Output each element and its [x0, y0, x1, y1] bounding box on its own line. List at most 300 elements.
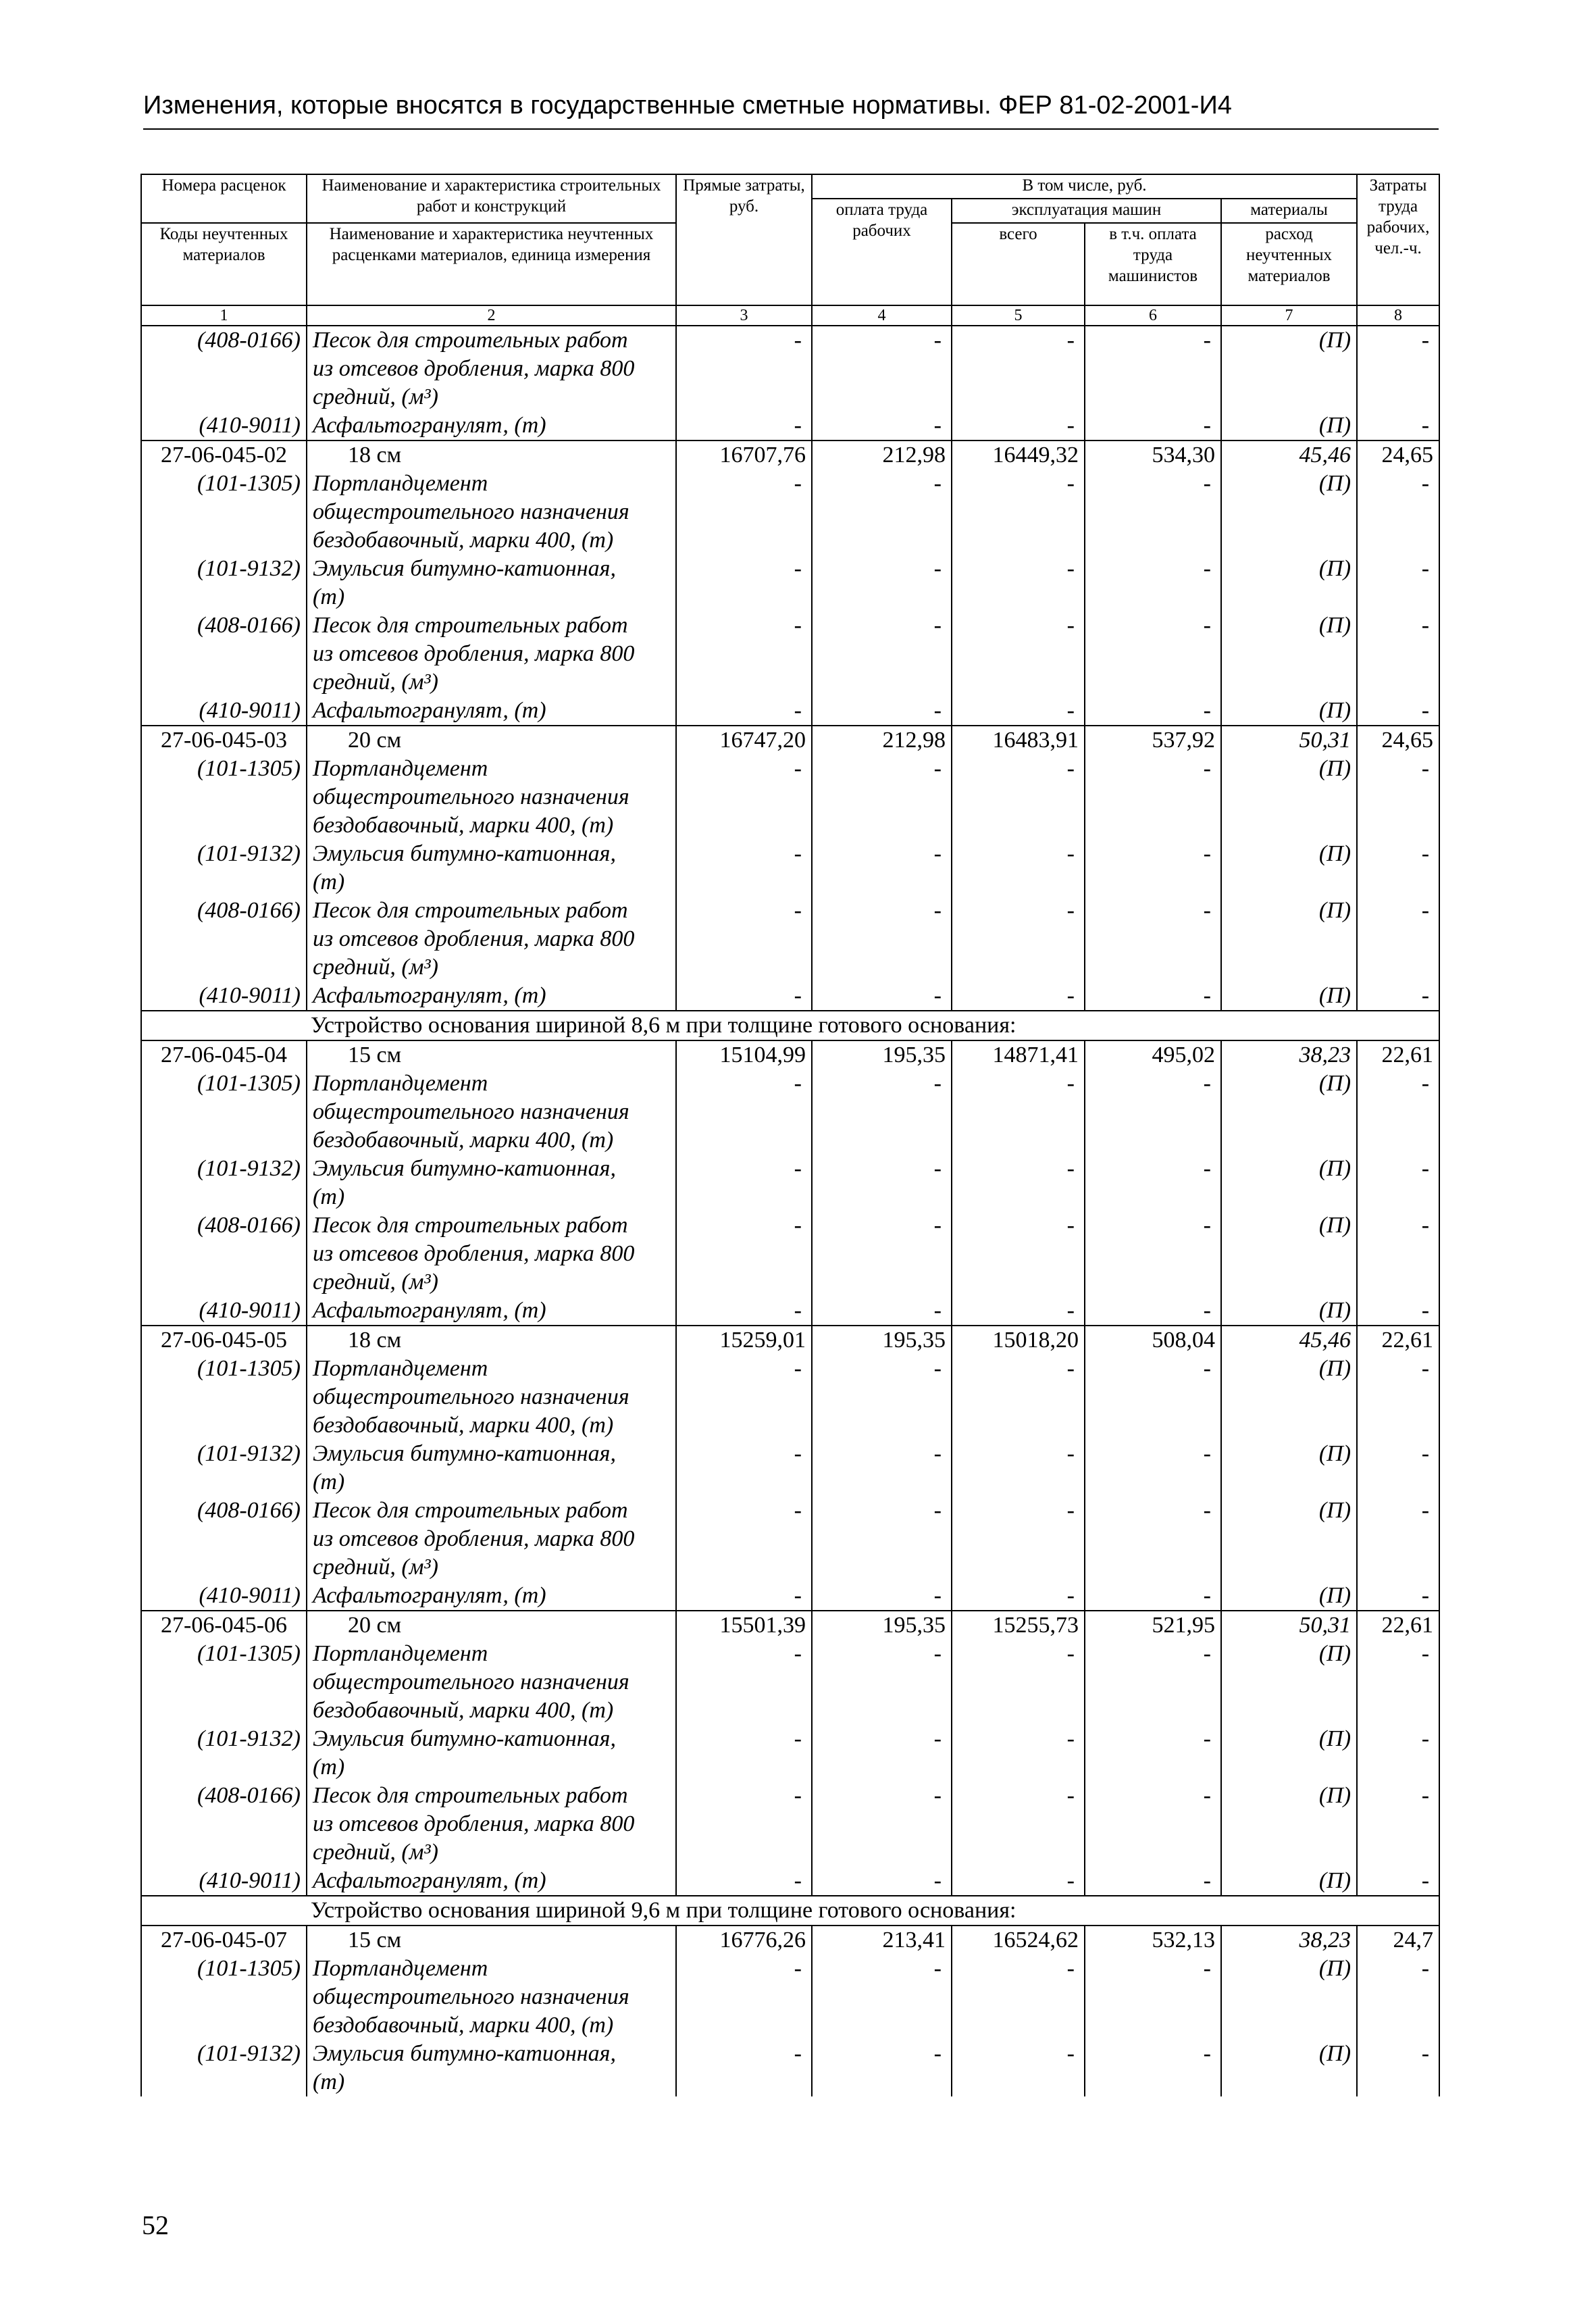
material-row — [141, 470, 1439, 555]
machines-total-cell: - — [952, 1725, 1085, 1782]
materials-usage-cell: (П) — [1221, 897, 1357, 982]
material-name — [307, 555, 676, 611]
labor-hours-cell: - — [1357, 897, 1439, 982]
direct-cost-cell: - — [676, 1640, 812, 1725]
labor-hours-cell: 24,65 — [1357, 726, 1439, 755]
material-code: (410-9011) — [141, 1582, 307, 1611]
incl-header: В том числе, руб. — [812, 174, 1357, 199]
name-line: Эмульсия битумно-катионная, — [313, 841, 616, 866]
materials-usage-cell: (П) — [1221, 555, 1357, 611]
labor-hours-cell: 22,61 — [1357, 1326, 1439, 1355]
labor-pay-cell: 212,98 — [812, 441, 952, 470]
name-line: бездобавочный, марки 400, (т) — [313, 1698, 614, 1723]
operators-pay-cell: - — [1085, 611, 1221, 697]
name-line: Асфальтогранулят, (т) — [313, 1868, 546, 1893]
materials-usage-cell: (П) — [1221, 1867, 1357, 1896]
machines-total-cell: - — [952, 1955, 1085, 2040]
direct-cost-cell: - — [676, 697, 812, 726]
rate-row — [141, 441, 1439, 470]
name-line: (т) — [313, 2069, 345, 2094]
direct-cost-cell: - — [676, 1725, 812, 1782]
machines-total-cell: - — [952, 470, 1085, 555]
machines-total-cell: 14871,41 — [952, 1040, 1085, 1070]
material-name — [307, 755, 676, 840]
name-line: Эмульсия битумно-катионная, — [313, 1156, 616, 1181]
col6-header: в т.ч. оплата труда машинистов — [1085, 223, 1221, 305]
material-row — [141, 1867, 1439, 1896]
name-line: бездобавочный, марки 400, (т) — [313, 2013, 614, 2038]
material-row — [141, 697, 1439, 726]
name-line: Песок для строительных работ — [313, 1498, 628, 1523]
direct-cost-cell: - — [676, 897, 812, 982]
material-code: (101-9132) — [141, 1155, 307, 1211]
direct-cost-cell: 15259,01 — [676, 1326, 812, 1355]
direct-cost-cell: - — [676, 1867, 812, 1896]
materials-usage-cell: (П) — [1221, 611, 1357, 697]
name-line: 15 см — [348, 1042, 402, 1067]
material-row — [141, 1070, 1439, 1155]
material-code: (101-9132) — [141, 2040, 307, 2096]
labor-hours-cell: - — [1357, 470, 1439, 555]
materials-usage-cell: (П) — [1221, 840, 1357, 897]
direct-cost-cell: - — [676, 840, 812, 897]
materials-usage-cell: (П) — [1221, 1355, 1357, 1440]
col-number: 6 — [1085, 305, 1221, 326]
materials-usage-cell: (П) — [1221, 1297, 1357, 1326]
material-name — [307, 1211, 676, 1297]
labor-hours-cell: - — [1357, 840, 1439, 897]
materials-usage-cell: 45,46 — [1221, 441, 1357, 470]
labor-hours-cell: - — [1357, 1782, 1439, 1867]
direct-cost-cell: 15501,39 — [676, 1611, 812, 1640]
direct-cost-cell: - — [676, 555, 812, 611]
rate-code: 27-06-045-02 — [141, 441, 307, 470]
material-row — [141, 2040, 1439, 2096]
materials-usage-cell: (П) — [1221, 1211, 1357, 1297]
material-row — [141, 1725, 1439, 1782]
operators-pay-cell: 537,92 — [1085, 726, 1221, 755]
name-line: бездобавочный, марки 400, (т) — [313, 528, 614, 553]
machines-total-cell: - — [952, 840, 1085, 897]
col-number: 4 — [812, 305, 952, 326]
material-code: (408-0166) — [141, 1211, 307, 1297]
rate-row — [141, 1326, 1439, 1355]
labor-hours-cell: - — [1357, 755, 1439, 840]
material-name — [307, 697, 676, 726]
labor-pay-cell: - — [812, 611, 952, 697]
col2-top-header: Наименование и характеристика строительных работ и конструкций — [307, 174, 676, 223]
material-code: (101-9132) — [141, 1440, 307, 1496]
name-line: общестроительного назначения — [313, 1099, 629, 1124]
material-code: (101-1305) — [141, 1955, 307, 2040]
material-code: (410-9011) — [141, 411, 307, 441]
rate-code: 27-06-045-04 — [141, 1040, 307, 1070]
labor-pay-cell: - — [812, 982, 952, 1011]
operators-pay-cell: 532,13 — [1085, 1926, 1221, 1955]
rate-thickness — [307, 441, 676, 470]
name-line: (т) — [313, 584, 345, 609]
machines-total-cell: - — [952, 2040, 1085, 2096]
direct-cost-cell: - — [676, 755, 812, 840]
operators-pay-cell: - — [1085, 1355, 1221, 1440]
material-name — [307, 1725, 676, 1782]
name-line: Песок для строительных работ — [313, 1783, 628, 1808]
col-number: 5 — [952, 305, 1085, 326]
labor-pay-cell: - — [812, 1955, 952, 2040]
material-code: (101-1305) — [141, 755, 307, 840]
direct-cost-cell: - — [676, 1782, 812, 1867]
direct-cost-cell: - — [676, 1496, 812, 1582]
material-row — [141, 755, 1439, 840]
operators-pay-cell: - — [1085, 840, 1221, 897]
material-name — [307, 897, 676, 982]
name-line: (т) — [313, 1184, 345, 1209]
material-name — [307, 1867, 676, 1896]
name-line: (т) — [313, 1755, 345, 1780]
operators-pay-cell: - — [1085, 1297, 1221, 1326]
rate-thickness — [307, 1326, 676, 1355]
operators-pay-cell: - — [1085, 326, 1221, 411]
machines-total-cell: - — [952, 1440, 1085, 1496]
name-line: общестроительного назначения — [313, 1384, 629, 1409]
operators-pay-cell: 521,95 — [1085, 1611, 1221, 1640]
operators-pay-cell: - — [1085, 697, 1221, 726]
name-line: Эмульсия битумно-катионная, — [313, 556, 616, 581]
material-name — [307, 2040, 676, 2096]
labor-pay-cell: - — [812, 1070, 952, 1155]
machines-total-cell: - — [952, 897, 1085, 982]
direct-cost-cell: - — [676, 982, 812, 1011]
labor-hours-cell: 22,61 — [1357, 1040, 1439, 1070]
labor-pay-cell: - — [812, 697, 952, 726]
materials-usage-cell: (П) — [1221, 1582, 1357, 1611]
material-name — [307, 470, 676, 555]
name-line: 15 см — [348, 1928, 402, 1953]
materials-usage-cell: (П) — [1221, 470, 1357, 555]
material-row — [141, 840, 1439, 897]
machines-total-cell: - — [952, 1211, 1085, 1297]
name-line: Портландцемент — [313, 1071, 488, 1096]
labor-pay-cell: - — [812, 1297, 952, 1326]
name-line: общестроительного назначения — [313, 784, 629, 809]
material-name — [307, 840, 676, 897]
labor-hours-cell: 24,7 — [1357, 1926, 1439, 1955]
labor-hours-cell: - — [1357, 1725, 1439, 1782]
rate-thickness — [307, 726, 676, 755]
material-code: (101-9132) — [141, 555, 307, 611]
material-code: (410-9011) — [141, 697, 307, 726]
material-row — [141, 1211, 1439, 1297]
material-code: (101-1305) — [141, 470, 307, 555]
materials-usage-cell: (П) — [1221, 1496, 1357, 1582]
section-heading: Устройство основания шириной 9,6 м при толщине готового основания: — [141, 1896, 1439, 1926]
rate-thickness — [307, 1040, 676, 1070]
direct-cost-cell: - — [676, 1155, 812, 1211]
name-line: 20 см — [348, 728, 402, 753]
operators-pay-cell: - — [1085, 1955, 1221, 2040]
machines-total-cell: 16524,62 — [952, 1926, 1085, 1955]
labor-pay-cell: - — [812, 897, 952, 982]
operators-pay-cell: - — [1085, 755, 1221, 840]
labor-pay-cell: - — [812, 1725, 952, 1782]
rate-thickness — [307, 1926, 676, 1955]
name-line: Портландцемент — [313, 1641, 488, 1666]
col-number: 2 — [307, 305, 676, 326]
material-row — [141, 1155, 1439, 1211]
name-line: средний, (м³) — [313, 1269, 438, 1294]
labor-pay-cell: - — [812, 1355, 952, 1440]
machines-total-cell: - — [952, 755, 1085, 840]
materials-header: материалы — [1221, 199, 1357, 223]
name-line: (т) — [313, 1469, 345, 1494]
material-code: (410-9011) — [141, 982, 307, 1011]
labor-hours-cell: - — [1357, 1070, 1439, 1155]
labor-pay-cell: - — [812, 411, 952, 441]
machines-total-cell: - — [952, 1640, 1085, 1725]
name-line: Асфальтогранулят, (т) — [313, 413, 546, 438]
materials-usage-cell: (П) — [1221, 982, 1357, 1011]
machines-total-cell: 16449,32 — [952, 441, 1085, 470]
material-name — [307, 1782, 676, 1867]
labor-pay-cell: - — [812, 1782, 952, 1867]
direct-cost-cell: - — [676, 411, 812, 441]
materials-usage-cell: (П) — [1221, 1725, 1357, 1782]
material-name — [307, 1155, 676, 1211]
labor-hours-cell: - — [1357, 1867, 1439, 1896]
material-row — [141, 1440, 1439, 1496]
col5-header: всего — [952, 223, 1085, 305]
material-row — [141, 1582, 1439, 1611]
material-code: (410-9011) — [141, 1297, 307, 1326]
col-number: 1 — [141, 305, 307, 326]
col-number: 7 — [1221, 305, 1357, 326]
direct-cost-cell: - — [676, 2040, 812, 2096]
name-line: Портландцемент — [313, 1356, 488, 1381]
machines-total-cell: - — [952, 1582, 1085, 1611]
machines-total-cell: 15018,20 — [952, 1326, 1085, 1355]
materials-usage-cell: (П) — [1221, 1070, 1357, 1155]
operators-pay-cell: - — [1085, 1496, 1221, 1582]
column-numbers-row — [141, 305, 1439, 326]
materials-usage-cell: (П) — [1221, 1782, 1357, 1867]
labor-hours-cell: - — [1357, 1955, 1439, 2040]
operators-pay-cell: - — [1085, 982, 1221, 1011]
machines-total-cell: - — [952, 326, 1085, 411]
rates-table — [140, 174, 1440, 2096]
col3-header: Прямые затраты, руб. — [676, 174, 812, 305]
direct-cost-cell: - — [676, 1297, 812, 1326]
name-line: средний, (м³) — [313, 1840, 438, 1865]
direct-cost-cell: - — [676, 1355, 812, 1440]
name-line: бездобавочный, марки 400, (т) — [313, 1128, 614, 1153]
labor-pay-cell: - — [812, 326, 952, 411]
labor-hours-cell: - — [1357, 1496, 1439, 1582]
col8-header: Затраты труда рабочих, чел.-ч. — [1357, 174, 1439, 305]
material-row — [141, 1297, 1439, 1326]
labor-hours-cell: - — [1357, 1440, 1439, 1496]
name-line: Асфальтогранулят, (т) — [313, 983, 546, 1008]
material-row — [141, 982, 1439, 1011]
operators-pay-cell: - — [1085, 1440, 1221, 1496]
direct-cost-cell: - — [676, 326, 812, 411]
labor-hours-cell: - — [1357, 611, 1439, 697]
material-code: (408-0166) — [141, 611, 307, 697]
material-name — [307, 1440, 676, 1496]
col-number: 8 — [1357, 305, 1439, 326]
name-line: 18 см — [348, 1328, 402, 1353]
materials-usage-cell: (П) — [1221, 1640, 1357, 1725]
material-name — [307, 326, 676, 411]
col2-bottom-header: Наименование и характеристика неучтенных расценками материалов, единица измерения — [307, 223, 676, 305]
material-code: (408-0166) — [141, 897, 307, 982]
material-row — [141, 555, 1439, 611]
labor-hours-cell: - — [1357, 1297, 1439, 1326]
material-code: (101-9132) — [141, 1725, 307, 1782]
machines-total-cell: - — [952, 1297, 1085, 1326]
material-code: (410-9011) — [141, 1867, 307, 1896]
material-code: (101-9132) — [141, 840, 307, 897]
material-code: (101-1305) — [141, 1355, 307, 1440]
name-line: Портландцемент — [313, 756, 488, 781]
name-line: Портландцемент — [313, 471, 488, 496]
labor-hours-cell: - — [1357, 555, 1439, 611]
labor-hours-cell: - — [1357, 982, 1439, 1011]
rate-code: 27-06-045-07 — [141, 1926, 307, 1955]
name-line: Асфальтогранулят, (т) — [313, 1583, 546, 1608]
machines-total-cell: - — [952, 1782, 1085, 1867]
name-line: Песок для строительных работ — [313, 898, 628, 923]
material-name — [307, 1955, 676, 2040]
name-line: 18 см — [348, 443, 402, 468]
labor-hours-cell: - — [1357, 1155, 1439, 1211]
name-line: из отсевов дробления, марка 800 — [313, 641, 635, 666]
col-number: 3 — [676, 305, 812, 326]
material-row — [141, 897, 1439, 982]
col1-bottom-header: Коды неучтенных материалов — [141, 223, 307, 305]
col1-top-header: Номера расценок — [141, 174, 307, 223]
machines-total-cell: - — [952, 1070, 1085, 1155]
operators-pay-cell: - — [1085, 1070, 1221, 1155]
machines-total-cell: 15255,73 — [952, 1611, 1085, 1640]
materials-usage-cell: (П) — [1221, 411, 1357, 441]
labor-hours-cell: - — [1357, 2040, 1439, 2096]
name-line: средний, (м³) — [313, 955, 438, 980]
table-head — [141, 174, 1439, 326]
labor-pay-cell: - — [812, 1211, 952, 1297]
materials-usage-cell: (П) — [1221, 1440, 1357, 1496]
page-header: Изменения, которые вносятся в государственные сметные нормативы. ФЕР 81-02-2001-И4 — [143, 91, 1232, 120]
material-row — [141, 1355, 1439, 1440]
labor-hours-cell: - — [1357, 1582, 1439, 1611]
rate-row — [141, 726, 1439, 755]
materials-usage-cell: 50,31 — [1221, 1611, 1357, 1640]
machines-total-cell: - — [952, 1496, 1085, 1582]
machines-total-cell: - — [952, 555, 1085, 611]
section-heading: Устройство основания шириной 8,6 м при толщине готового основания: — [141, 1011, 1439, 1040]
direct-cost-cell: 16776,26 — [676, 1926, 812, 1955]
operators-pay-cell: - — [1085, 1640, 1221, 1725]
machines-total-cell: - — [952, 697, 1085, 726]
operators-pay-cell: - — [1085, 1782, 1221, 1867]
labor-pay-cell: - — [812, 1440, 952, 1496]
rate-row — [141, 1611, 1439, 1640]
name-line: из отсевов дробления, марка 800 — [313, 926, 635, 951]
machines-header: эксплуатация машин — [952, 199, 1221, 223]
materials-usage-cell: (П) — [1221, 755, 1357, 840]
material-name — [307, 611, 676, 697]
name-line: Эмульсия битумно-катионная, — [313, 1726, 616, 1751]
material-name — [307, 982, 676, 1011]
operators-pay-cell: - — [1085, 1725, 1221, 1782]
labor-pay-cell: 195,35 — [812, 1326, 952, 1355]
operators-pay-cell: - — [1085, 555, 1221, 611]
direct-cost-cell: 16707,76 — [676, 441, 812, 470]
name-line: из отсевов дробления, марка 800 — [313, 1811, 635, 1836]
materials-usage-cell: (П) — [1221, 1155, 1357, 1211]
material-row — [141, 326, 1439, 411]
direct-cost-cell: - — [676, 470, 812, 555]
name-line: 20 см — [348, 1613, 402, 1638]
rate-row — [141, 1040, 1439, 1070]
labor-hours-cell: - — [1357, 697, 1439, 726]
materials-usage-cell: 45,46 — [1221, 1326, 1357, 1355]
rate-row — [141, 1926, 1439, 1955]
direct-cost-cell: - — [676, 1211, 812, 1297]
name-line: Песок для строительных работ — [313, 1213, 628, 1238]
material-name — [307, 1355, 676, 1440]
labor-hours-cell: 22,61 — [1357, 1611, 1439, 1640]
rate-thickness — [307, 1611, 676, 1640]
labor-hours-cell: - — [1357, 411, 1439, 441]
header-rule — [143, 128, 1439, 130]
material-name — [307, 1496, 676, 1582]
operators-pay-cell: 534,30 — [1085, 441, 1221, 470]
labor-pay-cell: - — [812, 1155, 952, 1211]
name-line: (т) — [313, 870, 345, 895]
name-line: бездобавочный, марки 400, (т) — [313, 1413, 614, 1438]
name-line: Эмульсия битумно-катионная, — [313, 2041, 616, 2066]
labor-hours-cell: - — [1357, 1355, 1439, 1440]
name-line: средний, (м³) — [313, 384, 438, 409]
rate-code: 27-06-045-06 — [141, 1611, 307, 1640]
materials-usage-cell: (П) — [1221, 697, 1357, 726]
material-row — [141, 1955, 1439, 2040]
material-row — [141, 1640, 1439, 1725]
material-name — [307, 1297, 676, 1326]
labor-pay-cell: - — [812, 755, 952, 840]
labor-pay-cell: 195,35 — [812, 1611, 952, 1640]
labor-hours-cell: - — [1357, 1640, 1439, 1725]
name-line: Портландцемент — [313, 1956, 488, 1981]
labor-pay-cell: - — [812, 1867, 952, 1896]
material-code: (408-0166) — [141, 326, 307, 411]
machines-total-cell: - — [952, 1355, 1085, 1440]
materials-usage-cell: (П) — [1221, 2040, 1357, 2096]
labor-pay-cell: - — [812, 1496, 952, 1582]
operators-pay-cell: - — [1085, 1211, 1221, 1297]
materials-usage-cell: (П) — [1221, 1955, 1357, 2040]
direct-cost-cell: - — [676, 1070, 812, 1155]
labor-hours-cell: 24,65 — [1357, 441, 1439, 470]
name-line: средний, (м³) — [313, 1555, 438, 1580]
material-name — [307, 1582, 676, 1611]
labor-hours-cell: - — [1357, 326, 1439, 411]
col4-header: оплата труда рабочих — [812, 199, 952, 305]
labor-pay-cell: - — [812, 555, 952, 611]
operators-pay-cell: 508,04 — [1085, 1326, 1221, 1355]
direct-cost-cell: - — [676, 1955, 812, 2040]
operators-pay-cell: - — [1085, 897, 1221, 982]
